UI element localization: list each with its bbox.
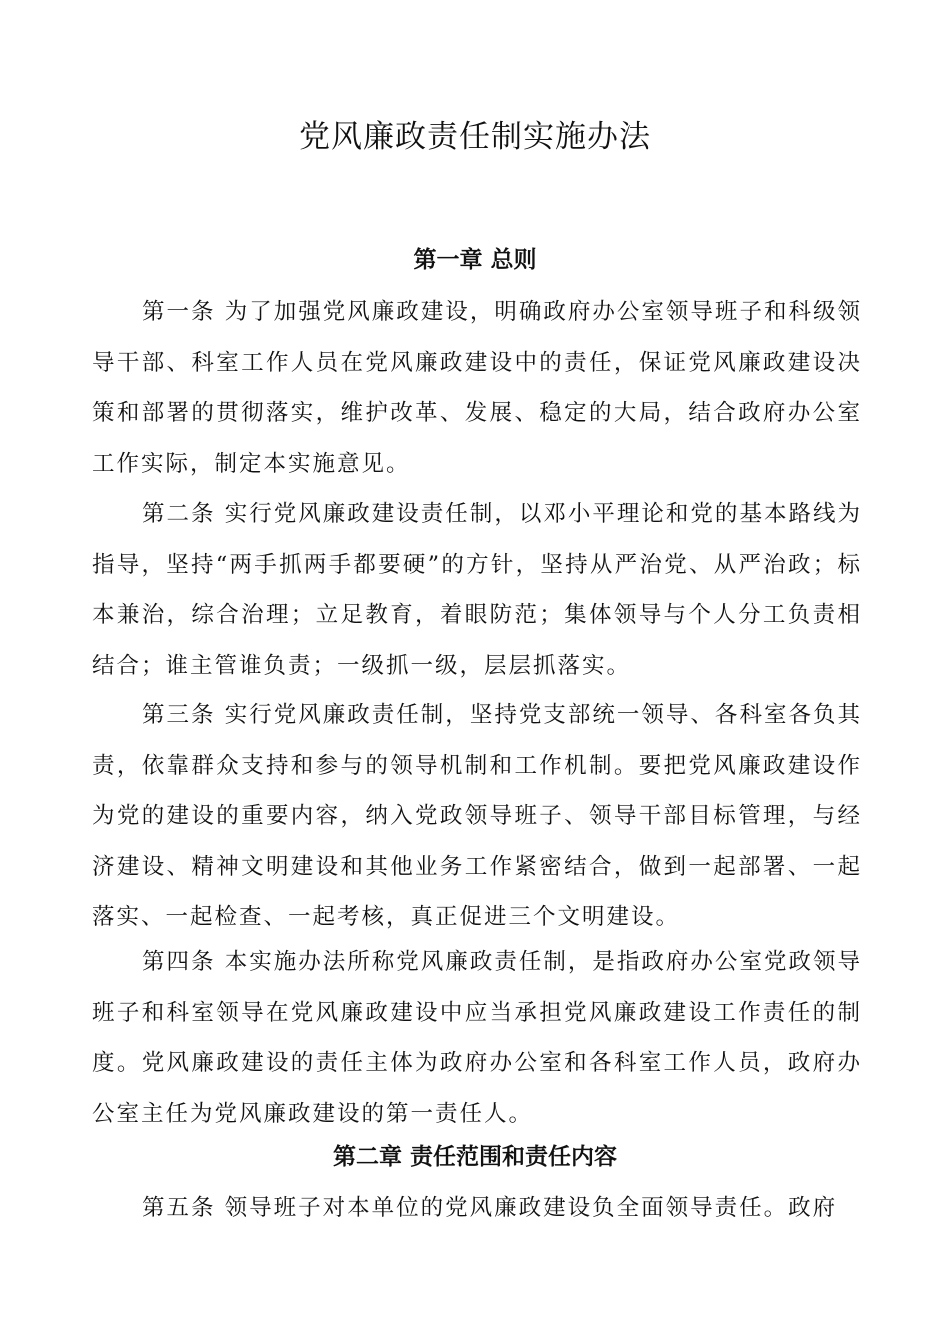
article-5: 第五条 领导班子对本单位的党风廉政建设负全面领导责任。政府 (142, 1195, 838, 1221)
chapter-2-heading: 第二章 责任范围和责任内容 (332, 1144, 617, 1170)
article-2: 第二条 实行党风廉政建设责任制，以邓小平理论和党的基本路线为指导，坚持“两手抓两手都要硬”的方针，坚持从严治党、从严治政；标本兼治，综合治理；立足教育，着眼防范；集体领导与个人分工负责相结合；谁主管谁负责；一级抓一级，层层抓落实。 (92, 501, 862, 679)
document-title: 党风廉政责任制实施办法 (299, 119, 651, 155)
article-3: 第三条 实行党风廉政责任制，坚持党支部统一领导、各科室各负其责，依靠群众支持和参与的领导机制和工作机制。要把党风廉政建设作为党的建设的重要内容，纳入党政领导班子、领导干部目标管理，与经济建设、精神文明建设和其他业务工作紧密结合，做到一起部署、一起落实、一起检查、一起考核，真正促进三个文明建设。 (92, 702, 862, 930)
chapter-1-heading: 第一章 总则 (413, 247, 537, 273)
article-4: 第四条 本实施办法所称党风廉政责任制，是指政府办公室党政领导班子和科室领导在党风廉政建设中应当承担党风廉政建设工作责任的制度。党风廉政建设的责任主体为政府办公室和各科室工作人员，政府办公室主任为党风廉政建设的第一责任人。 (92, 949, 862, 1127)
article-1: 第一条 为了加强党风廉政建设，明确政府办公室领导班子和科级领导干部、科室工作人员在党风廉政建设中的责任，保证党风廉政建设决策和部署的贯彻落实，维护改革、发展、稳定的大局，结合政府办公室工作实际，制定本实施意见。 (92, 299, 862, 477)
